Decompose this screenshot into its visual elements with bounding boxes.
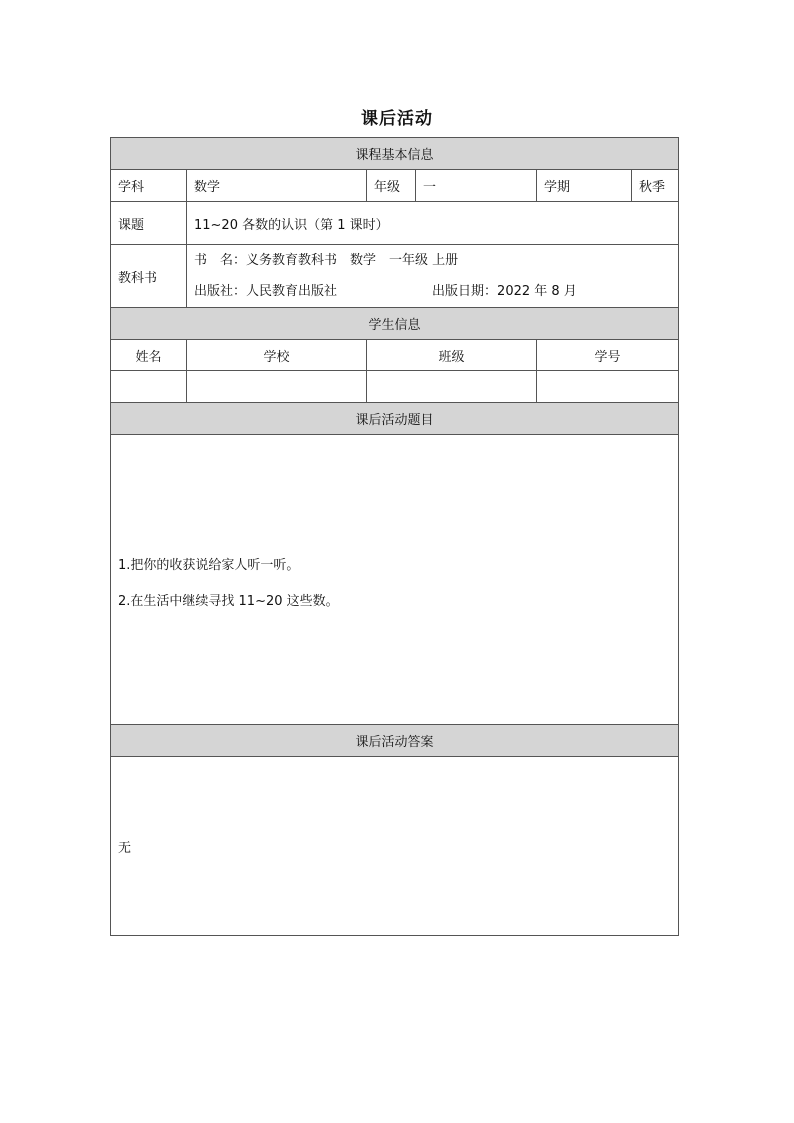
subject-label: 学科	[111, 170, 187, 202]
activity-item: 1.把你的收获说给家人听一听。	[118, 557, 300, 573]
student-col-id: 学号	[537, 340, 679, 371]
publisher-value: 人民教育出版社	[246, 283, 338, 299]
book-name-line	[194, 250, 671, 272]
page-title: 课后活动	[361, 109, 433, 129]
answer-header: 课后活动答案	[111, 725, 679, 757]
student-blank-row	[111, 371, 679, 403]
pub-date-label: 出版日期：	[432, 283, 498, 299]
textbook-details	[187, 245, 679, 308]
activity-sheet-table	[110, 137, 679, 936]
publisher-line	[194, 281, 671, 303]
student-name-cell[interactable]	[111, 371, 187, 403]
grade-label: 年级	[367, 170, 416, 202]
student-col-class: 班级	[367, 340, 537, 371]
subject-row	[111, 170, 679, 202]
activity-header: 课后活动题目	[111, 403, 679, 435]
student-class-cell[interactable]	[367, 371, 537, 403]
answer-header-row	[111, 725, 679, 757]
student-columns-row	[111, 340, 679, 371]
student-col-school: 学校	[187, 340, 367, 371]
student-col-name: 姓名	[111, 340, 187, 371]
student-info-header: 学生信息	[111, 308, 679, 340]
textbook-row	[111, 245, 679, 308]
textbook-label: 教科书	[111, 245, 187, 308]
book-name-value: 义务教育教科书 数学 一年级 上册	[246, 252, 459, 268]
activity-header-row	[111, 403, 679, 435]
student-id-cell[interactable]	[537, 371, 679, 403]
subject-value: 数学	[187, 170, 367, 202]
term-label: 学期	[537, 170, 632, 202]
student-school-cell[interactable]	[187, 371, 367, 403]
grade-value: 一	[416, 170, 537, 202]
topic-row	[111, 202, 679, 245]
publisher-label: 出版社：	[194, 283, 247, 299]
activity-item: 2.在生活中继续寻找 11~20 这些数。	[118, 593, 339, 609]
course-info-header-row	[111, 138, 679, 170]
topic-label: 课题	[111, 202, 187, 245]
topic-value: 11~20 各数的认识（第 1 课时）	[187, 202, 679, 245]
course-info-header: 课程基本信息	[111, 138, 679, 170]
answer-content: 无	[111, 757, 679, 936]
term-value: 秋季	[632, 170, 679, 202]
answer-content-row	[111, 757, 679, 936]
book-name-label: 书 名：	[194, 252, 247, 268]
activity-content-row	[111, 435, 679, 725]
activity-content	[111, 435, 679, 725]
pub-date-value: 2022 年 8 月	[497, 283, 577, 299]
student-info-header-row	[111, 308, 679, 340]
